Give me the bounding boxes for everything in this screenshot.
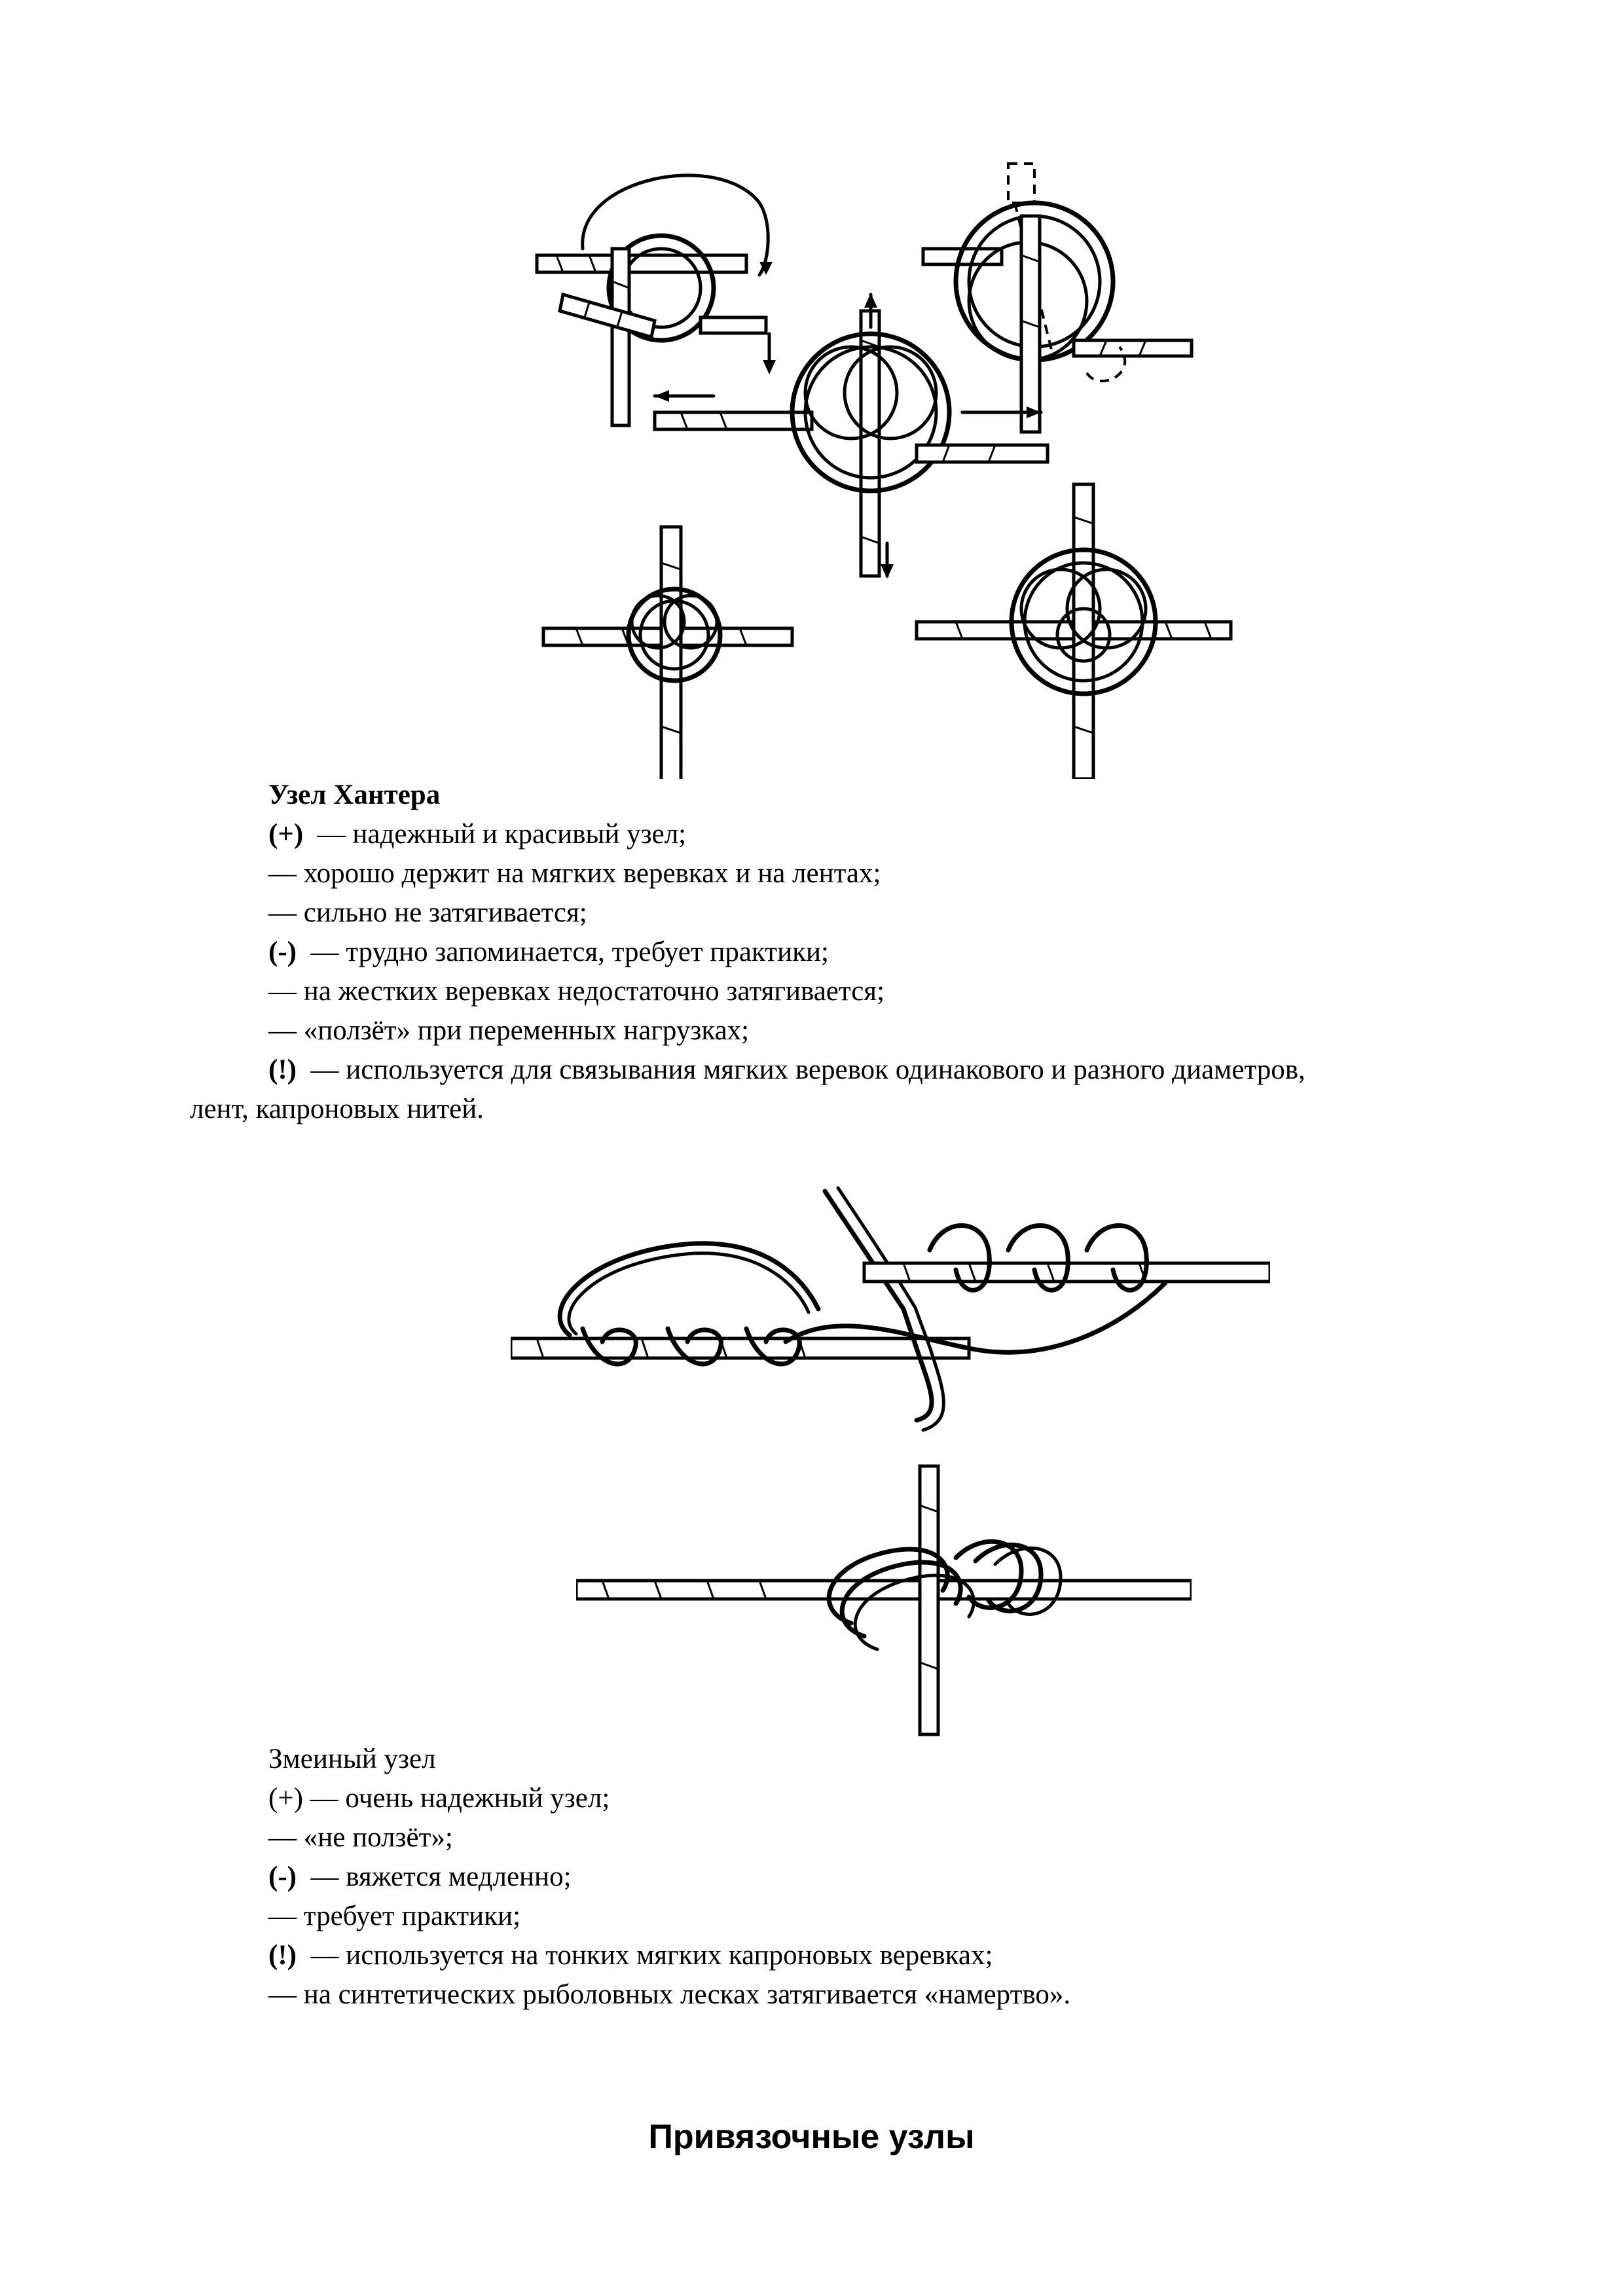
snake-usage-line-1 [268,1936,1512,1975]
pros-text: — надежный и красивый узел; [317,819,687,850]
hunter-pros-line-3: — сильно не затягивается; [268,897,587,928]
cons-text: — трудно запоминается, требует практики; [310,937,829,967]
hunter-step-5 [917,484,1231,779]
snake-pros-line-1: (+) — очень надежный узел; [268,1783,610,1814]
snake-knot-title: Змеиный узел [268,1744,436,1774]
hunter-step-2 [923,164,1192,432]
hunter-knot-title: Узел Хантера [268,780,441,810]
snake-pros-line-2: — «не ползёт»; [268,1822,453,1853]
hunter-step-1 [537,175,776,425]
hunter-knot-illustration [524,144,1257,779]
hunter-usage-line-1 [190,1050,1499,1090]
pros-marker: (+) [268,819,304,850]
cons-marker: (-) [268,1861,297,1892]
hunter-cons-line-3: — «ползёт» при переменных нагрузках; [268,1015,750,1046]
usage-marker: (!) [268,1940,297,1971]
hunter-cons-line-2: — на жестких веревках недостаточно затягивается; [268,976,885,1007]
snake-knot-description [268,1740,1512,2015]
usage-text: — используется на тонких мягких капроновых веревках; [310,1940,993,1971]
hunter-knot-description [190,776,1499,1129]
snake-usage-line-2: — на синтетических рыболовных лесках затягивается «намертво». [268,1979,1071,2010]
usage-text: — используется для связывания мягких веревок одинакового и разного диаметров, [310,1054,1305,1085]
snake-cons-line-2: — требует практики; [268,1901,521,1931]
hunter-pros-line-1 [190,815,1499,854]
cons-marker: (-) [268,937,297,967]
hunter-pros-line-2: — хорошо держит на мягких веревках и на лентах; [268,858,881,889]
hunter-step-3 [655,293,1048,579]
snake-knot-illustration-bottom [576,1453,1192,1741]
snake-cons-line-1 [268,1857,1512,1897]
hunter-cons-line-1 [190,933,1499,972]
cons-text: — вяжется медленно; [310,1861,572,1892]
usage-marker: (!) [268,1054,297,1085]
hunter-step-4 [543,527,792,779]
hunter-usage-line-2: лент, капроновых нитей. [190,1094,484,1124]
snake-knot-illustration-top [511,1178,1270,1453]
section-title: Привязочные узлы [648,2118,975,2156]
